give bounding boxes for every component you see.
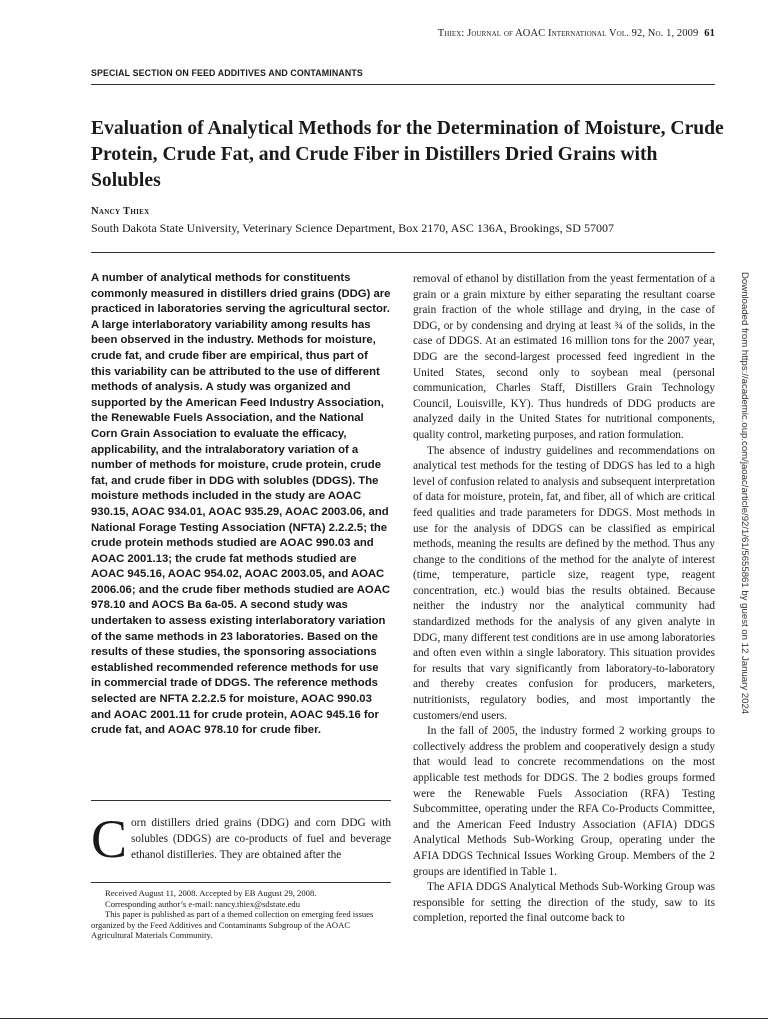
body-column-right (413, 272, 715, 927)
footnote-divider (91, 882, 391, 883)
running-head (380, 28, 715, 39)
article-title: Evaluation of Analytical Methods for the Determination of Moisture, Crude Protein, Crude Fat, and Crude Fiber in Distillers Dried Grains with Solubles (91, 118, 724, 191)
body-paragraph: removal of ethanol by distillation from the yeast fermentation of a grain or a grain mixture by either separating the resultant coarse grain fraction of the whole stillage and drying, in the case of DDG, or by condensing and drying at least ¾ of the solids, in the case of DDGS. At an estimated 16 million tons for the 2007 year, DDG are the second-largest processed feed ingredient in the United States, second only to soybean meal (personal communication, Charles Staff, Distillers Grain Technology Council, Louisville, KY). Thus hundreds of DDG products are analyzed daily in the United States for nutritional components, quality control, marketing purposes, and ration formulation. (413, 273, 715, 441)
running-head-author: Thiex (437, 28, 462, 39)
section-label: SPECIAL SECTION ON FEED ADDITIVES AND CONTAMINANTS (91, 68, 715, 85)
running-head-journal: : Journal of AOAC International Vol. 92, No. 1, 2009 (461, 28, 699, 39)
footnote-email: Corresponding author’s e-mail: nancy.thiex@sdstate.edu (105, 898, 301, 909)
intro-text: orn distillers dried grains (DDG) and corn DDG with solubles (DDGS) are co-products of fuel and beverage ethanol distilleries. They are obtained after the (131, 817, 391, 862)
footnote-received: Received August 11, 2008. Accepted by EB August 29, 2008. (105, 888, 317, 898)
page-bottom-rule (0, 1018, 768, 1019)
abstract-divider (91, 800, 391, 801)
download-watermark: Downloaded from https://academic.oup.com/jaoac/article/92/1/61/5655861 by guest on 12 January 2024 (739, 272, 750, 715)
body-paragraph: The absence of industry guidelines and recommendations on analytical test methods for the testing of DDGS has led to a high level of confusion related to analysis and subsequent interpretation of data for moisture, protein, fat, and fiber, all of which are critical feed qualities and trade parameters for DDGS. Most methods in use for the analysis of DDGS can be classified as empirical methods, meaning the results are defined by the method. Thus any change to the conditions of the method for the analyte of interest (time, temperature, particle size, reagent type, reagent concentration, etc.) would bias the results obtained. Because neither the industry nor the analytical community had standardized methods for the analysis of any given analyte in DDG, many different test conditions are in use among laboratories and often even within a single laboratory. This situation provides for results that vary significantly from laboratory-to-laboratory and thereby creates confusion for producers, marketers, nutritionists, regulatory bodies, and most importantly the customers/end users. (413, 444, 715, 722)
body-paragraph: The AFIA DDGS Analytical Methods Sub-Working Group was responsible for setting the direction of the study, saw to its completion, reported the final outcome back to (413, 881, 715, 925)
body-paragraph: In the fall of 2005, the industry formed 2 working groups to collectively address the problem and cooperatively design a study that would lead to concrete recommendations on the most applicable test methods for DDGS. The 2 bodies groups formed were the Renewable Fuels Association (RFA) Testing Subcommittee, operating under the RFA Co-Products Committee, and the American Feed Industry Association (AFIA) DDGS Analytical Methods Sub-Working Group, operating under the AFIA DDGS Technical Issues Working Group. Members of the 2 groups are identified in Table 1. (413, 725, 715, 878)
author-name: Nancy Thiex (91, 206, 150, 217)
abstract: A number of analytical methods for constituents commonly measured in distillers dried grains (DDG) are practiced in laboratories serving the agricultural sector. A large interlaboratory variability among results has been observed in the industry. Methods for moisture, crude fat, and crude fiber are empirical, thus part of this variability can be attributed to the use of different methods of analysis. A study was organized and supported by the American Feed Industry Association, the Renewable Fuels Association, and the National Corn Grain Association to evaluate the efficacy, applicability, and the intralaboratory variation of a number of methods for moisture, crude protein, crude fat, and crude fiber in DDG with solubles (DDGS). The moisture methods included in the study are AOAC 930.15, AOAC 934.01, AOAC 935.29, AOAC 2003.06, and National Forage Testing Association (NFTA) 2.2.2.5; the crude protein methods studied are AOAC 990.03 and AOAC 2001.13; the crude fat methods studied are AOAC 945.16, AOAC 954.02, AOAC 2003.05, and AOAC 2006.06; and the crude fiber methods studied are AOAC 978.10 and AOCS Ba 6a-05. A second study was undertaken to assess existing interlaboratory variation of the same methods in 23 laboratories. Based on the results of these studies, the sponsoring associations established recommended reference methods for use in commercial trade of DDGS. The reference methods selected are NFTA 2.2.2.5 for moisture, AOAC 990.03 and AOAC 2001.11 for crude protein, AOAC 945.16 for crude fat, and AOAC 978.10 for crude fiber. (91, 272, 391, 737)
footnotes (91, 888, 391, 941)
intro-paragraph (91, 809, 391, 869)
author-affiliation: South Dakota State University, Veterinary Science Department, Box 2170, ASC 136A, Brookings, SD 57007 (91, 221, 715, 253)
footnote-collection: This paper is published as part of a themed collection on emerging feed issues organized by the Feed Additives and Contaminants Subgroup of the AOAC Agricultural Materials Community. (91, 909, 374, 941)
page-number: 61 (704, 28, 715, 39)
drop-cap: C (91, 809, 128, 869)
